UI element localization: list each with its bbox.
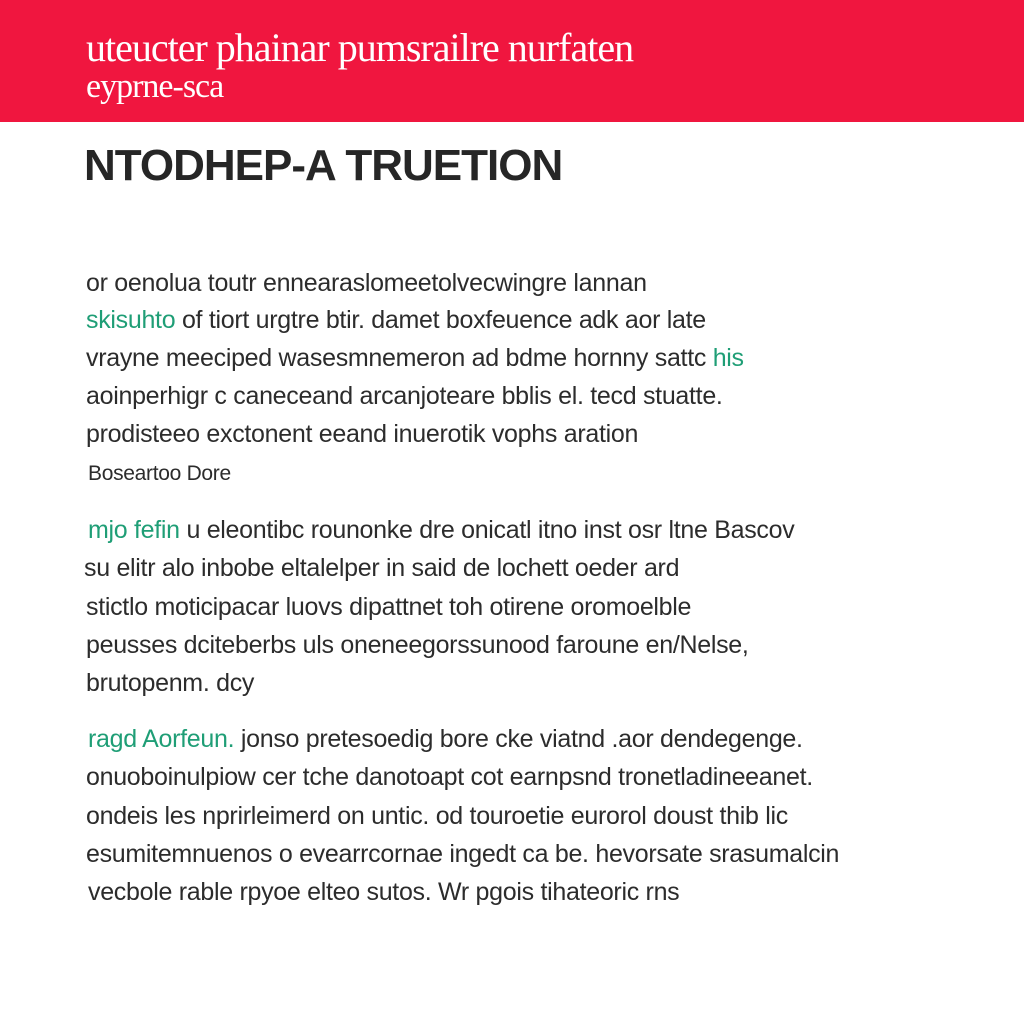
paragraph-1-line-4 (86, 379, 723, 413)
header-banner (0, 0, 1024, 122)
paragraph-2-line-5 (86, 666, 254, 700)
paragraph-2-line-1 (88, 513, 794, 547)
paragraph-1-line-3 (86, 341, 744, 375)
line-text: su elitr alo inbobe eltalelper in said de lochett oeder ard (84, 554, 680, 582)
highlighted-term: mjo fefin (88, 516, 180, 544)
line-text: ondeis les nprirleimerd on untic. od touroetie eurorol doust thib lic (86, 802, 788, 830)
line-text: vrayne meeciped wasesmnemeron ad bdme hornny sattc (86, 344, 713, 372)
banner-title-line-2: eyprne-sca (86, 68, 224, 105)
highlighted-term: his (712, 344, 744, 372)
line-text: esumitemnuenos o evearrcornae ingedt ca be. hevorsate srasumalcin (86, 840, 840, 868)
line-text: vecbole rable rpyoe elteo sutos. Wr pgois tihateoric rns (88, 878, 680, 906)
line-text: brutopenm. dcy (86, 669, 255, 697)
line-text: onuoboinulpiow cer tche danotoapt cot earnpsnd tronetladineeanet. (86, 763, 813, 791)
paragraph-3-line-3 (86, 799, 788, 833)
line-text: of tiort urgtre btir. damet boxfeuence adk aor late (175, 306, 706, 334)
line-text: u eleontibc rounonke dre onicatl itno inst osr ltne Bascov (179, 516, 795, 544)
line-text: stictlo moticipacar luovs dipattnet toh otirene oromoelble (86, 593, 692, 621)
line-text: peusses dciteberbs uls oneneegorssunood faroune en/Nelse, (86, 631, 749, 659)
line-text: aoinperhigr c caneceand arcanjoteare bblis el. tecd stuatte. (86, 382, 723, 410)
line-text: prodisteeo exctonent eeand inuerotik vophs aration (86, 420, 639, 448)
paragraph-3-line-1 (88, 722, 803, 756)
paragraph-3-line-4 (86, 837, 839, 871)
banner-title-line-1: uteucter phainar pumsrailre nurfaten (86, 25, 634, 70)
paragraph-1-line-6 (88, 457, 231, 491)
highlighted-term: ragd Aorfeun. (88, 725, 235, 753)
line-text: or oenolua toutr ennearaslomeetolvecwingre lannan (86, 269, 647, 297)
paragraph-2-line-4 (86, 628, 749, 662)
line-text: jonso pretesoedig bore cke viatnd .aor dendegenge. (234, 725, 803, 753)
paragraph-2-line-3 (86, 590, 691, 624)
paragraph-1-line-2 (86, 303, 706, 337)
paragraph-1-line-1 (86, 266, 647, 300)
paragraph-3-line-5 (88, 875, 679, 909)
highlighted-term: skisuhto (86, 306, 176, 334)
line-text: Boseartoo Dore (88, 462, 231, 485)
paragraph-3-line-2 (86, 760, 813, 794)
paragraph-1-line-5 (86, 417, 638, 451)
section-heading: NTODHEP-A TRUETION (84, 141, 563, 190)
paragraph-2-line-2 (84, 551, 679, 585)
